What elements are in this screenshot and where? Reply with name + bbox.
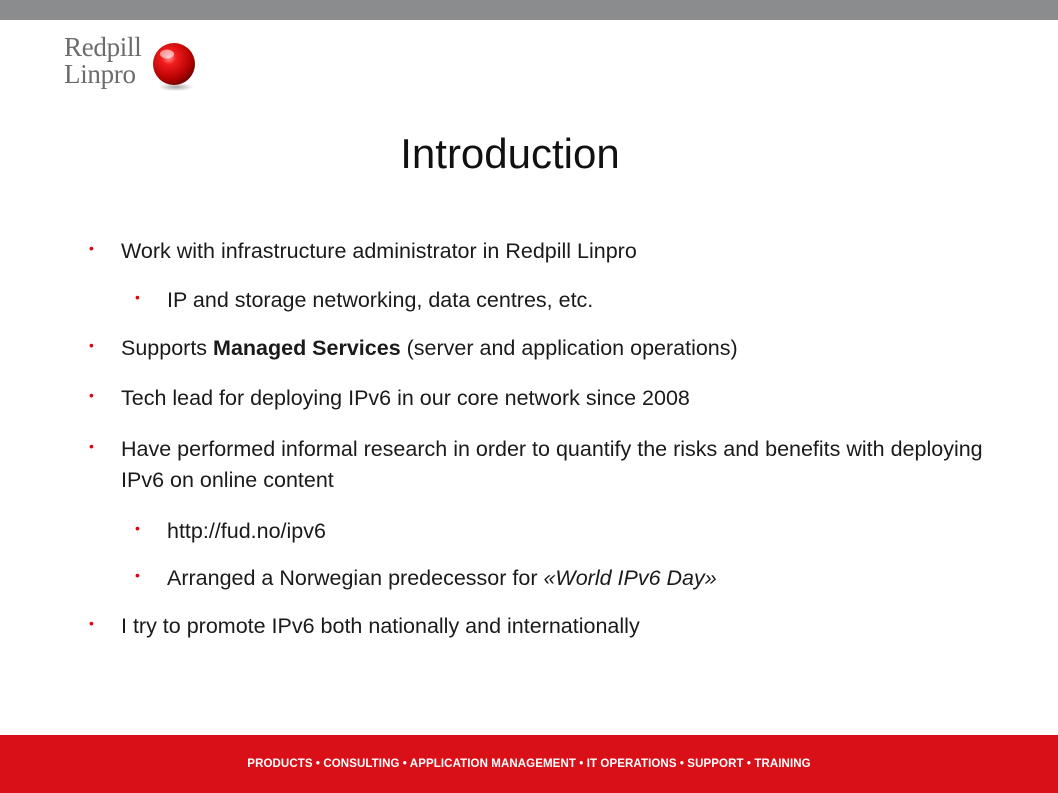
footer-bar [0,735,1058,793]
sub-bullet-item [135,563,1027,594]
bullet-item [89,383,1031,414]
slide-title: Introduction [400,130,620,177]
bullet-dot: • [135,289,140,305]
bullet-item [89,611,1031,642]
footer-text: PRODUCTS • CONSULTING • APPLICATION MANAGEMENT • IT OPERATIONS • SUPPORT • TRAINING [247,758,811,770]
bullet-text-prefix: Supports [121,336,214,360]
bullet-dot: • [135,567,140,583]
bullet-item [89,236,1031,267]
bullet-text-bold: Managed Services [213,336,401,360]
bullet-text-prefix: Arranged a Norwegian predecessor for [167,566,544,590]
bullet-text: IP and storage networking, data centres, etc. [167,288,594,312]
bullet-dot: • [89,337,94,353]
bullet-dot: • [89,438,94,454]
bullet-dot: • [89,615,94,631]
sub-bullet-item [135,516,1027,547]
bullet-text: Tech lead for deploying IPv6 in our core network since 2008 [121,386,690,410]
bullet-text: Work with infrastructure administrator in Redpill Linpro [121,239,637,263]
bullet-dot: • [89,387,94,403]
logo-line-1: Redpill [64,32,142,62]
bullet-item [89,434,1031,496]
bullet-text-suffix: (server and application operations) [400,336,738,360]
bullet-dot: • [135,520,140,536]
bullet-link-text: http://fud.no/ipv6 [167,519,326,543]
bullet-text-italic: «World IPv6 Day» [543,566,717,590]
bullet-item [89,333,1031,364]
bullet-text: Have performed informal research in order to quantify the risks and benefits with deploying IPv6 on online content [121,437,983,492]
bullet-dot: • [89,240,94,256]
sub-bullet-item [135,285,1027,316]
bullet-text: I try to promote IPv6 both nationally and internationally [121,614,640,638]
logo-line-2: Linpro [64,59,136,89]
